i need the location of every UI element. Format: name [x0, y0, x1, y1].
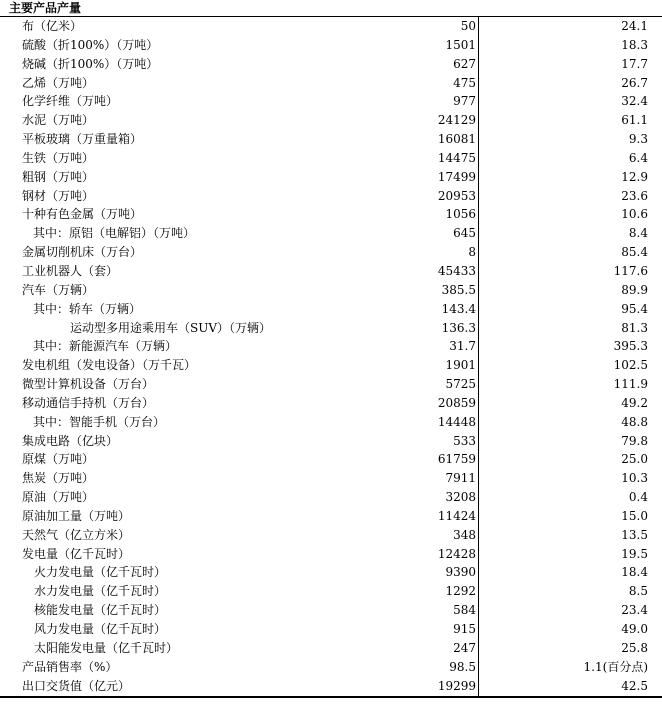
table-row	[0, 74, 662, 93]
bottom-rule	[0, 696, 662, 698]
growth-value: 18.4	[621, 565, 648, 580]
table-row	[0, 55, 662, 74]
table-row	[0, 394, 662, 413]
growth-value: 42.5	[621, 678, 648, 693]
output-value: 1501	[445, 37, 476, 52]
growth-value: 23.4	[621, 603, 648, 618]
growth-value: 0.4	[628, 490, 648, 505]
growth-value: 6.4	[628, 150, 648, 165]
table-row	[0, 130, 662, 149]
table-row	[0, 281, 662, 300]
output-value: 5725	[445, 377, 476, 392]
product-name: 水泥（万吨）	[22, 113, 95, 128]
growth-value: 48.8	[621, 414, 648, 429]
product-name: 十种有色金属（万吨）	[22, 207, 143, 222]
product-name: 原油加工量（万吨）	[22, 508, 131, 523]
table-row	[0, 17, 662, 36]
product-name: 乙烯（万吨）	[22, 75, 95, 90]
growth-value: 61.1	[621, 113, 648, 128]
output-value: 143.4	[441, 301, 476, 316]
table-row	[0, 432, 662, 451]
product-name: 硫酸（折100%）（万吨）	[22, 37, 159, 52]
output-value: 385.5	[441, 282, 476, 297]
table-row	[0, 205, 662, 224]
product-name: 微型计算机设备（万台）	[22, 377, 155, 392]
output-value: 50	[460, 19, 476, 33]
table-row	[0, 526, 662, 545]
table-row	[0, 187, 662, 206]
output-value: 915	[453, 622, 476, 636]
growth-value: 10.6	[621, 207, 648, 222]
table-row	[0, 620, 662, 639]
output-value: 3208	[445, 490, 476, 505]
output-value: 348	[453, 527, 476, 542]
growth-value: 23.6	[621, 188, 648, 203]
product-name: 天然气（亿立方米）	[22, 527, 131, 542]
growth-value: 81.3	[621, 320, 648, 335]
product-name: 水力发电量（亿千瓦时）	[34, 584, 167, 599]
output-value: 136.3	[441, 320, 476, 335]
growth-value: 117.6	[613, 263, 648, 278]
table-row	[0, 36, 662, 55]
product-name: 其中：原铝（电解铝）（万吨）	[33, 226, 196, 241]
output-value: 16081	[437, 132, 476, 147]
output-value: 584	[453, 603, 476, 618]
output-value: 31.7	[449, 339, 476, 354]
table-row	[0, 92, 662, 111]
table-row	[0, 582, 662, 601]
product-name: 钢材（万吨）	[22, 188, 95, 203]
output-value: 627	[453, 56, 476, 71]
product-name: 产品销售率（%）	[22, 659, 118, 674]
table-row	[0, 262, 662, 281]
product-name: 原油（万吨）	[22, 490, 95, 505]
growth-value: 18.3	[621, 37, 648, 52]
growth-value: 17.7	[621, 56, 648, 71]
table-row	[0, 469, 662, 488]
output-value: 45433	[437, 263, 476, 278]
table-row	[0, 319, 662, 338]
product-name: 原煤（万吨）	[22, 452, 95, 467]
output-value: 475	[453, 75, 476, 90]
output-value: 14475	[437, 150, 476, 165]
growth-value: 395.3	[613, 339, 648, 354]
growth-value: 8.5	[628, 584, 648, 599]
output-value: 1292	[445, 584, 476, 599]
table-row	[0, 658, 662, 677]
growth-value: 102.5	[613, 358, 648, 373]
table-row	[0, 337, 662, 356]
product-name: 焦炭（万吨）	[22, 471, 95, 486]
output-value: 1056	[445, 207, 476, 222]
table-title: 主要产品产量	[9, 1, 82, 15]
table-row	[0, 677, 662, 696]
output-value: 1901	[445, 358, 476, 373]
output-value: 19299	[437, 678, 476, 693]
product-name: 太阳能发电量（亿千瓦时）	[34, 640, 179, 655]
output-value: 11424	[437, 508, 476, 523]
table-row	[0, 545, 662, 564]
product-name: 粗钢（万吨）	[22, 169, 95, 184]
table-body	[0, 17, 662, 695]
product-name: 运动型多用途乘用车（SUV）（万辆）	[70, 320, 272, 335]
table-row	[0, 601, 662, 620]
output-value: 61759	[437, 452, 476, 467]
output-value: 7911	[445, 471, 476, 486]
growth-value: 24.1	[621, 19, 648, 33]
output-value: 645	[453, 226, 476, 241]
growth-value: 10.3	[621, 471, 648, 486]
growth-value: 12.9	[621, 169, 648, 184]
growth-value: 1.1(百分点)	[583, 659, 648, 674]
output-value: 8	[468, 245, 476, 260]
table-row	[0, 375, 662, 394]
growth-value: 9.3	[628, 132, 648, 147]
table-row	[0, 243, 662, 262]
output-value: 9390	[445, 565, 476, 580]
product-name: 风力发电量（亿千瓦时）	[34, 622, 167, 636]
product-name: 金属切削机床（万台）	[22, 245, 143, 260]
product-name: 平板玻璃（万重量箱）	[22, 132, 143, 147]
growth-value: 95.4	[621, 301, 648, 316]
product-name: 发电量（亿千瓦时）	[22, 546, 131, 561]
table-row	[0, 450, 662, 469]
product-name: 出口交货值（亿元）	[22, 678, 131, 693]
product-name: 集成电路（亿块）	[22, 433, 119, 448]
product-name: 火力发电量（亿千瓦时）	[34, 565, 167, 580]
table-row	[0, 111, 662, 130]
output-value: 247	[453, 640, 476, 655]
product-name: 其中：新能源汽车（万辆）	[33, 339, 178, 354]
table-row	[0, 149, 662, 168]
table-row	[0, 300, 662, 319]
growth-value: 32.4	[621, 94, 648, 109]
growth-value: 111.9	[613, 377, 648, 392]
output-value: 20953	[437, 188, 476, 203]
growth-value: 26.7	[621, 75, 648, 90]
growth-value: 49.0	[621, 622, 648, 636]
product-name: 发电机组（发电设备）（万千瓦）	[22, 358, 197, 373]
output-value: 20859	[437, 395, 476, 410]
growth-value: 89.9	[621, 282, 648, 297]
product-name: 其中：智能手机（万台）	[33, 414, 166, 429]
output-value: 12428	[437, 546, 476, 561]
growth-value: 8.4	[628, 226, 648, 241]
table-row	[0, 413, 662, 432]
product-name: 汽车（万辆）	[22, 282, 95, 297]
product-name: 烧碱（折100%）（万吨）	[22, 56, 159, 71]
table-row	[0, 224, 662, 243]
growth-value: 79.8	[621, 433, 648, 448]
table-row	[0, 168, 662, 187]
growth-value: 15.0	[621, 508, 648, 523]
table-row	[0, 507, 662, 526]
table-row	[0, 563, 662, 582]
output-value: 533	[453, 433, 476, 448]
output-value: 977	[453, 94, 476, 109]
growth-value: 85.4	[621, 245, 648, 260]
growth-value: 13.5	[621, 527, 648, 542]
output-value: 14448	[437, 414, 476, 429]
product-name: 移动通信手持机（万台）	[22, 395, 155, 410]
table-row	[0, 488, 662, 507]
growth-value: 19.5	[621, 546, 648, 561]
output-value: 17499	[437, 169, 476, 184]
output-value: 24129	[437, 113, 476, 128]
growth-value: 25.0	[621, 452, 648, 467]
product-name: 生铁（万吨）	[22, 150, 95, 165]
product-name: 其中：轿车（万辆）	[33, 301, 142, 316]
product-name: 化学纤维（万吨）	[22, 94, 119, 109]
table-row	[0, 356, 662, 375]
growth-value: 49.2	[621, 395, 648, 410]
growth-value: 25.8	[621, 640, 648, 655]
product-name: 工业机器人（套）	[22, 263, 119, 278]
output-value: 98.5	[449, 659, 476, 674]
product-name: 核能发电量（亿千瓦时）	[34, 603, 167, 618]
product-name: 布（亿米）	[22, 19, 83, 33]
table-row	[0, 639, 662, 658]
